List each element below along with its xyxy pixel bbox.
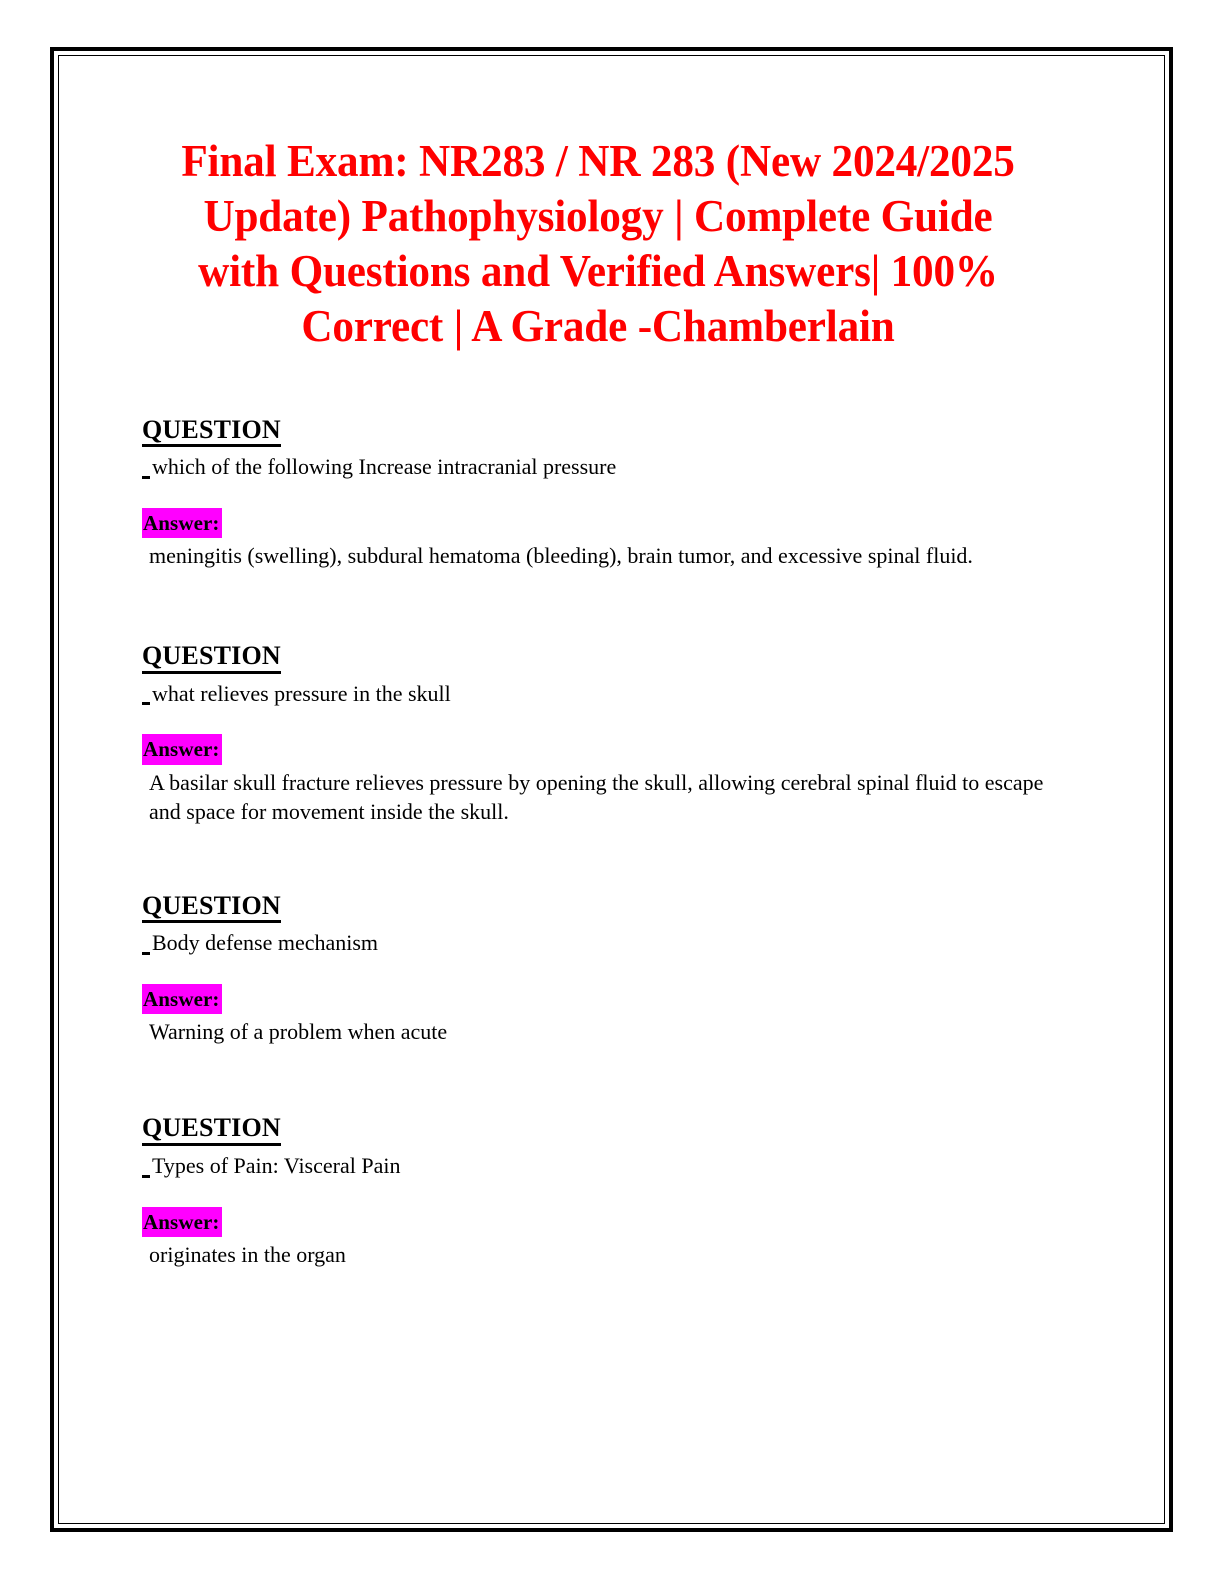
answer-text: originates in the organ — [149, 1242, 346, 1267]
question-heading: QUESTION — [142, 642, 281, 674]
page-border-frame — [50, 47, 1173, 1532]
qa-block — [142, 642, 1054, 826]
question-heading: QUESTION — [142, 892, 281, 924]
answer-label-row — [142, 508, 1054, 538]
answer-label-highlight: Answer: — [142, 734, 222, 764]
answer-text: Warning of a problem when acute — [149, 1019, 448, 1045]
document-title: Final Exam: NR283 / NR 283 (New 2024/2025 Update) Pathophysiology | Complete Guide with Questions and Verified Answers| 100% Correct | A Grade -Chamberlain — [181, 136, 1015, 351]
question-heading: QUESTION — [142, 416, 281, 448]
question-text-row — [142, 929, 1054, 958]
qa-block — [142, 416, 1054, 571]
leading-dash-marker — [142, 952, 150, 955]
answer-text: A basilar skull fracture relieves pressure by opening the skull, allowing cerebral spinal fluid to escape and space for movement inside the skull. — [149, 769, 1044, 824]
question-text-row — [142, 680, 1054, 709]
answer-text: meningitis (swelling), subdural hematoma (bleeding), brain tumor, and excessive spinal fluid. — [149, 543, 973, 569]
qa-block — [142, 1114, 1054, 1269]
question-answer-list — [142, 416, 1054, 1269]
question-text: Types of Pain: Visceral Pain — [152, 1152, 401, 1178]
leading-dash-marker — [142, 476, 150, 479]
question-text: what relieves pressure in the skull — [152, 680, 451, 706]
answer-label-row — [142, 1207, 1054, 1237]
answer-label-highlight: Answer: — [142, 1207, 222, 1237]
answer-label-row — [142, 734, 1054, 764]
answer-label-highlight: Answer: — [142, 984, 222, 1014]
document-content — [142, 134, 1054, 1269]
answer-label-row — [142, 984, 1054, 1014]
leading-dash-marker — [142, 1175, 150, 1178]
question-text: Body defense mechanism — [152, 930, 379, 956]
leading-dash-marker — [142, 702, 150, 705]
qa-block — [142, 892, 1054, 1047]
question-text-row — [142, 453, 1054, 482]
question-text: which of the following Increase intracranial pressure — [152, 454, 617, 480]
question-heading: QUESTION — [142, 1114, 281, 1146]
answer-label-highlight: Answer: — [142, 508, 222, 538]
question-text-row — [142, 1152, 1054, 1181]
